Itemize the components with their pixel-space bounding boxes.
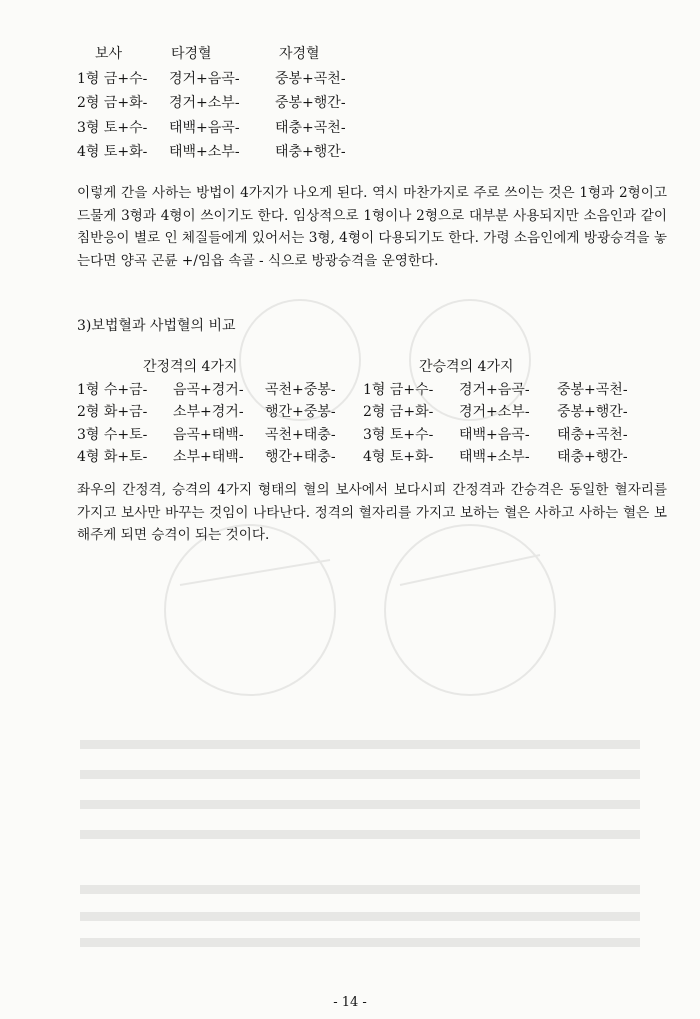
table-row (77, 379, 677, 402)
table-cell: 곡천+중봉- (265, 381, 336, 398)
table-cell: 중봉+곡천- (557, 381, 628, 398)
table-cell: 1형 금+수- (363, 381, 434, 398)
table-cell: 소부+경거- (173, 404, 244, 420)
header-liver-excess: 간승격의 4가지 (419, 359, 514, 375)
table-cell: 곡천+태충- (265, 426, 336, 443)
paragraph-sedation-methods: 이렇게 간을 사하는 방법이 4가지가 나오게 된다. 역시 마찬가지로 주로 쓰이는 것은 1형과 2형이고 드물게 3형과 4형이 쓰이기도 한다. 임상적으로 1형이나 2형으로 대부분 사용되지만 소음인과 같이 침반응이 별로 인 체질들에게 있어서는 3형, 4형이 다용되기도 한다. 가령 소음인에게 방광승격을 놓는다면 양곡 곤륜 +/임읍 속골 - 식으로 방광승격을 운영한다. (77, 185, 667, 270)
table-cell: 소부+태백- (173, 449, 244, 465)
header-other-meridian-point: 타경혈 (171, 46, 212, 62)
table-cell: 중봉+행간- (557, 404, 628, 420)
table-cell: 3형 토+수- (77, 119, 148, 136)
table-cell: 중봉+곡천- (275, 70, 346, 87)
table-cell: 1형 수+금- (77, 381, 148, 398)
table-row (77, 424, 677, 447)
table-cell: 경거+소부- (459, 404, 530, 420)
table-cell: 중봉+행간- (275, 95, 346, 111)
table-cell: 3형 토+수- (363, 426, 434, 443)
table-cell: 4형 화+토- (77, 449, 148, 465)
table-cell: 2형 금+화- (363, 404, 434, 420)
comparison-table (77, 356, 677, 469)
header-bosa: 보사 (95, 46, 123, 62)
table-cell: 행간+태충- (265, 449, 336, 465)
table-cell: 경거+음곡- (169, 70, 240, 87)
table-cell: 3형 수+토- (77, 426, 148, 443)
header-own-meridian-point: 자경혈 (279, 46, 320, 62)
table-cell: 태충+행간- (275, 144, 346, 160)
paragraph-comparison-explanation: 좌우의 간정격, 승격의 4가지 형태의 혈의 보사에서 보다시피 간정격과 간승격은 동일한 혈자리를 가지고 보사만 바꾸는 것임이 나타난다. 정격의 혈자리를 가지고 보하는 혈은 사하고 사하는 혈은 보해주게 되면 승격이 되는 것이다. (77, 482, 667, 544)
table-cell: 2형 금+화- (77, 95, 148, 111)
table-cell: 음곡+태백- (173, 426, 244, 443)
table-cell: 경거+음곡- (459, 381, 530, 398)
table-cell: 태백+소부- (169, 144, 240, 160)
table-cell: 2형 화+금- (77, 404, 148, 420)
table-cell: 태백+음곡- (169, 119, 240, 136)
table-cell: 음곡+경거- (173, 381, 244, 398)
table-cell: 1형 금+수- (77, 70, 148, 87)
table-cell: 태백+음곡- (459, 426, 530, 443)
table-row (77, 401, 677, 424)
table-cell: 태충+곡천- (275, 119, 346, 136)
page-number: - 14 - (333, 995, 367, 1010)
section-title: 3)보법혈과 사법혈의 비교 (77, 318, 236, 334)
table-cell: 4형 토+화- (363, 449, 434, 465)
table-cell: 태충+행간- (557, 449, 628, 465)
table-row (77, 446, 677, 469)
table-cell: 태백+소부- (459, 449, 530, 465)
table-cell: 경거+소부- (169, 95, 240, 111)
table-cell: 태충+곡천- (557, 426, 628, 443)
table-header-row (77, 356, 677, 379)
header-liver-regular: 간정격의 4가지 (143, 359, 238, 375)
table-cell: 4형 토+화- (77, 144, 148, 160)
table-cell: 행간+중봉- (265, 404, 336, 420)
